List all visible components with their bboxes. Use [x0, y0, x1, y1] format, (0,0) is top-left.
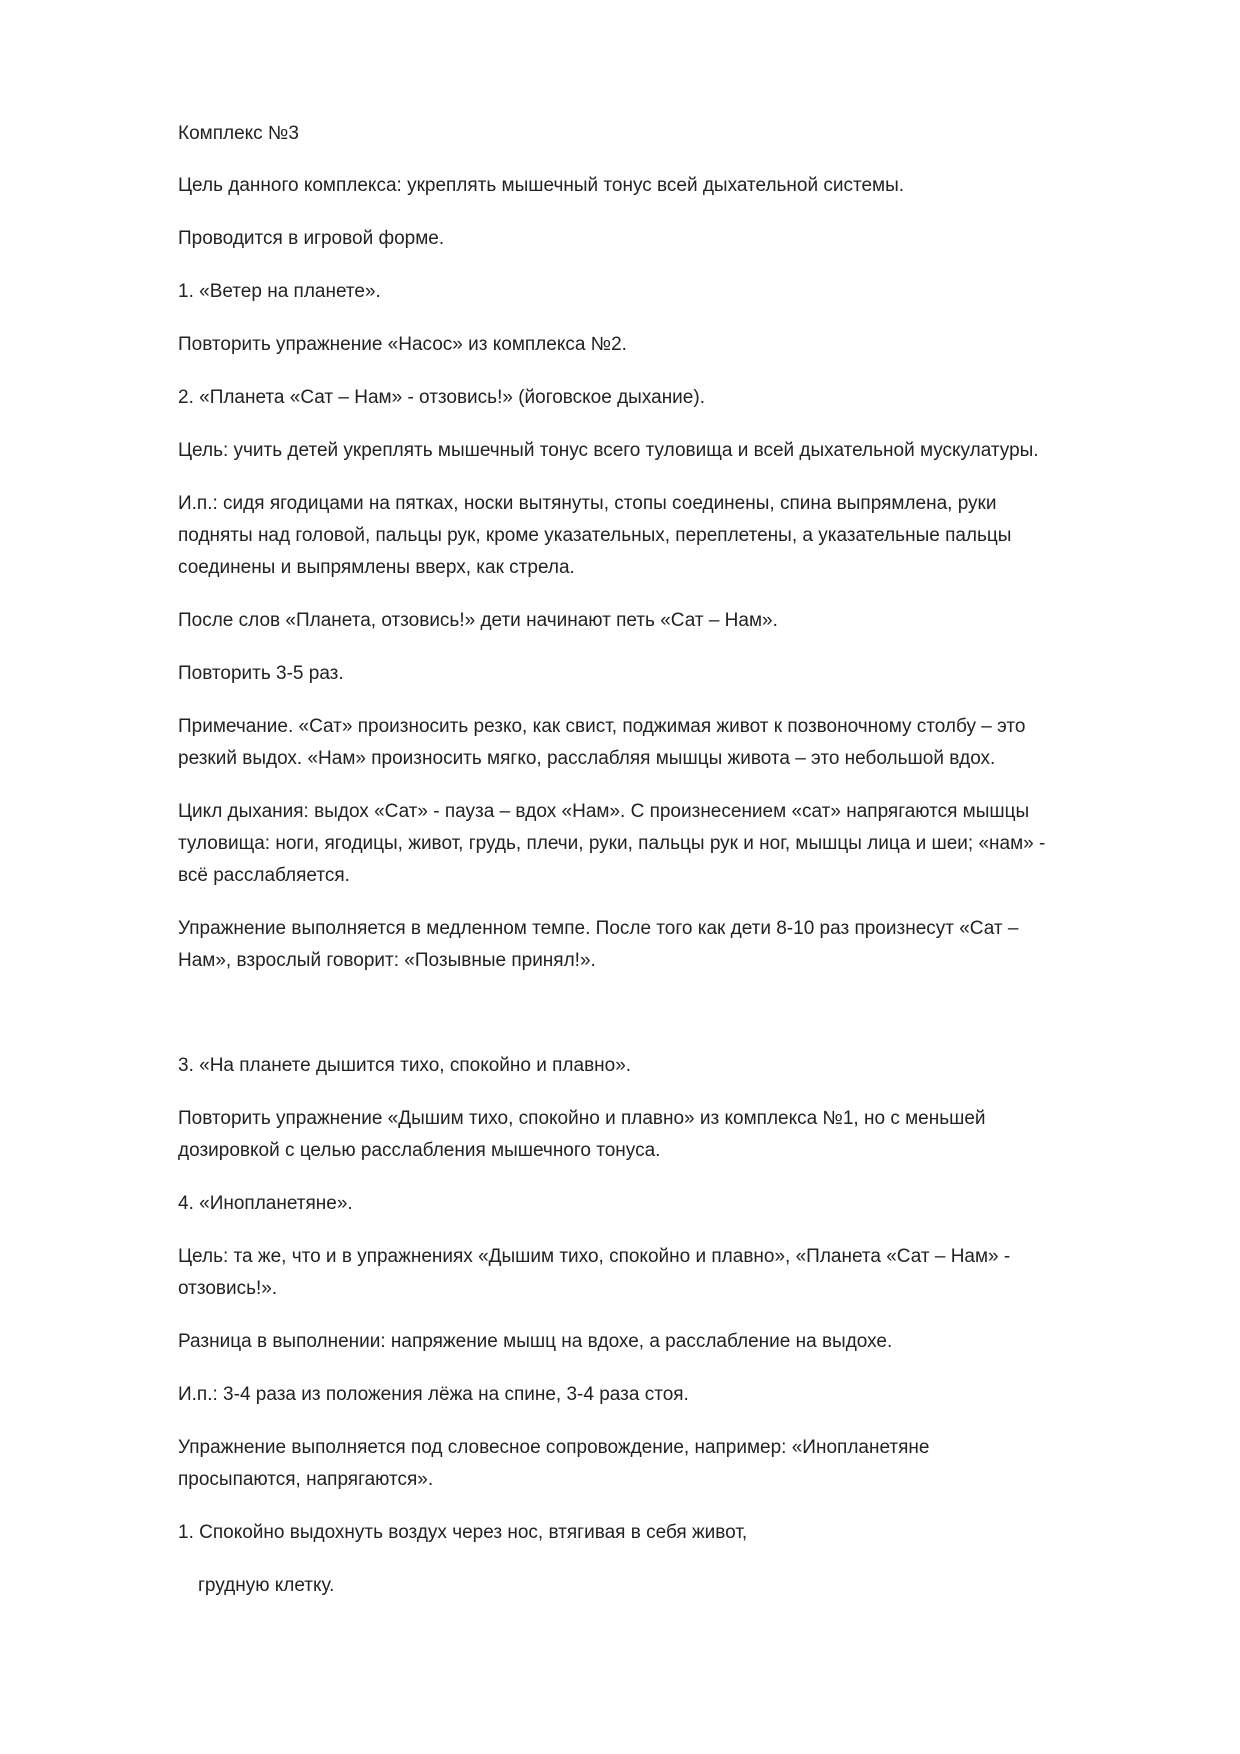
complex-format: [178, 223, 1168, 255]
ex2-repeat-text: Повторить 3-5 раз.: [178, 663, 344, 684]
ex4-title-text: 4. «Инопланетяне».: [178, 1193, 353, 1214]
exercise-4-start-position: [178, 1379, 1168, 1411]
ex4-ip-text: И.п.: 3-4 раза из положения лёжа на спине, 3-4 раза стоя.: [178, 1384, 689, 1405]
ex4-step1-line: 1. Спокойно выдохнуть воздух через нос, втягивая в себя живот,: [178, 1522, 748, 1543]
title-text: Комплекс №3: [178, 123, 299, 144]
exercise-2-breathing-cycle: [178, 796, 1168, 892]
exercise-3-text: [178, 1103, 1168, 1167]
ex2-ip-line: соединены и выпрямлены вверх, как стрела.: [178, 557, 575, 578]
exercise-2-note: [178, 711, 1168, 775]
exercise-4-goal: [178, 1241, 1168, 1305]
ex3-title-text: 3. «На планете дышится тихо, спокойно и плавно».: [178, 1055, 632, 1076]
ex2-cycle-line: всё расслабляется.: [178, 865, 350, 886]
exercise-2-repeat: [178, 658, 1168, 690]
ex1-text: Повторить упражнение «Насос» из комплекса №2.: [178, 334, 627, 355]
ex4-difference-text: Разница в выполнении: напряжение мышц на вдохе, а расслабление на выдохе.: [178, 1331, 893, 1352]
ex4-step1-line: грудную клетку.: [198, 1575, 335, 1596]
ex3-text-line: дозировкой с целью расслабления мышечного тонуса.: [178, 1140, 661, 1161]
ex2-ip-line: подняты над головой, пальцы рук, кроме указательных, переплетены, а указательные пальцы: [178, 525, 1012, 546]
document-title: [178, 118, 1168, 150]
ex3-text-line: Повторить упражнение «Дышим тихо, спокойно и плавно» из комплекса №1, но с меньшей: [178, 1108, 986, 1129]
exercise-3-title: [178, 1050, 1168, 1082]
ex1-title-text: 1. «Ветер на планете».: [178, 281, 381, 302]
ex4-accomp-line: просыпаются, напрягаются».: [178, 1469, 434, 1490]
exercise-1-title: [178, 276, 1168, 308]
exercise-2-after-words: [178, 605, 1168, 637]
ex2-cycle-line: Цикл дыхания: выдох «Сат» - пауза – вдох «Нам». С произнесением «сат» напрягаются мышцы: [178, 801, 1030, 822]
ex4-goal-line: отзовись!».: [178, 1278, 278, 1299]
exercise-4-accompaniment: [178, 1432, 1168, 1496]
ex2-cycle-line: туловища: ноги, ягодицы, живот, грудь, плечи, руки, пальцы рук и ног, мышцы лица и шеи; «нам» -: [178, 833, 1046, 854]
exercise-2-tempo: [178, 913, 1168, 977]
exercise-1-text: [178, 329, 1168, 361]
exercise-4-difference: [178, 1326, 1168, 1358]
exercise-2-start-position: [178, 488, 1168, 584]
ex2-after-text: После слов «Планета, отзовись!» дети начинают петь «Сат – Нам».: [178, 610, 778, 631]
exercise-2-title: [178, 382, 1168, 414]
ex2-note-line: Примечание. «Сат» произносить резко, как свист, поджимая живот к позвоночному столбу – это: [178, 716, 1026, 737]
complex-goal: [178, 170, 1168, 202]
format-text: Проводится в игровой форме.: [178, 228, 445, 249]
ex2-title-text: 2. «Планета «Сат – Нам» - отзовись!» (йоговское дыхание).: [178, 387, 705, 408]
ex2-note-line: резкий выдох. «Нам» произносить мягко, расслабляя мышцы живота – это небольшой вдох.: [178, 748, 996, 769]
exercise-2-goal: [178, 435, 1168, 467]
ex2-ip-line: И.п.: сидя ягодицами на пятках, носки вытянуты, стопы соединены, спина выпрямлена, руки: [178, 493, 997, 514]
ex2-tempo-line: Упражнение выполняется в медленном темпе. После того как дети 8-10 раз произнесут «Сат –: [178, 918, 1019, 939]
exercise-4-step-1-continued: [178, 1570, 1168, 1602]
ex2-goal-text: Цель: учить детей укреплять мышечный тонус всего туловища и всей дыхательной мускулатуры.: [178, 440, 1039, 461]
ex2-tempo-line: Нам», взрослый говорит: «Позывные принял!».: [178, 950, 596, 971]
ex4-goal-line: Цель: та же, что и в упражнениях «Дышим тихо, спокойно и плавно», «Планета «Сат – Нам» -: [178, 1246, 1011, 1267]
ex4-accomp-line: Упражнение выполняется под словесное сопровождение, например: «Инопланетяне: [178, 1437, 930, 1458]
exercise-4-step-1: [178, 1517, 1168, 1549]
goal-text: Цель данного комплекса: укреплять мышечный тонус всей дыхательной системы.: [178, 175, 905, 196]
exercise-4-title: [178, 1188, 1168, 1220]
